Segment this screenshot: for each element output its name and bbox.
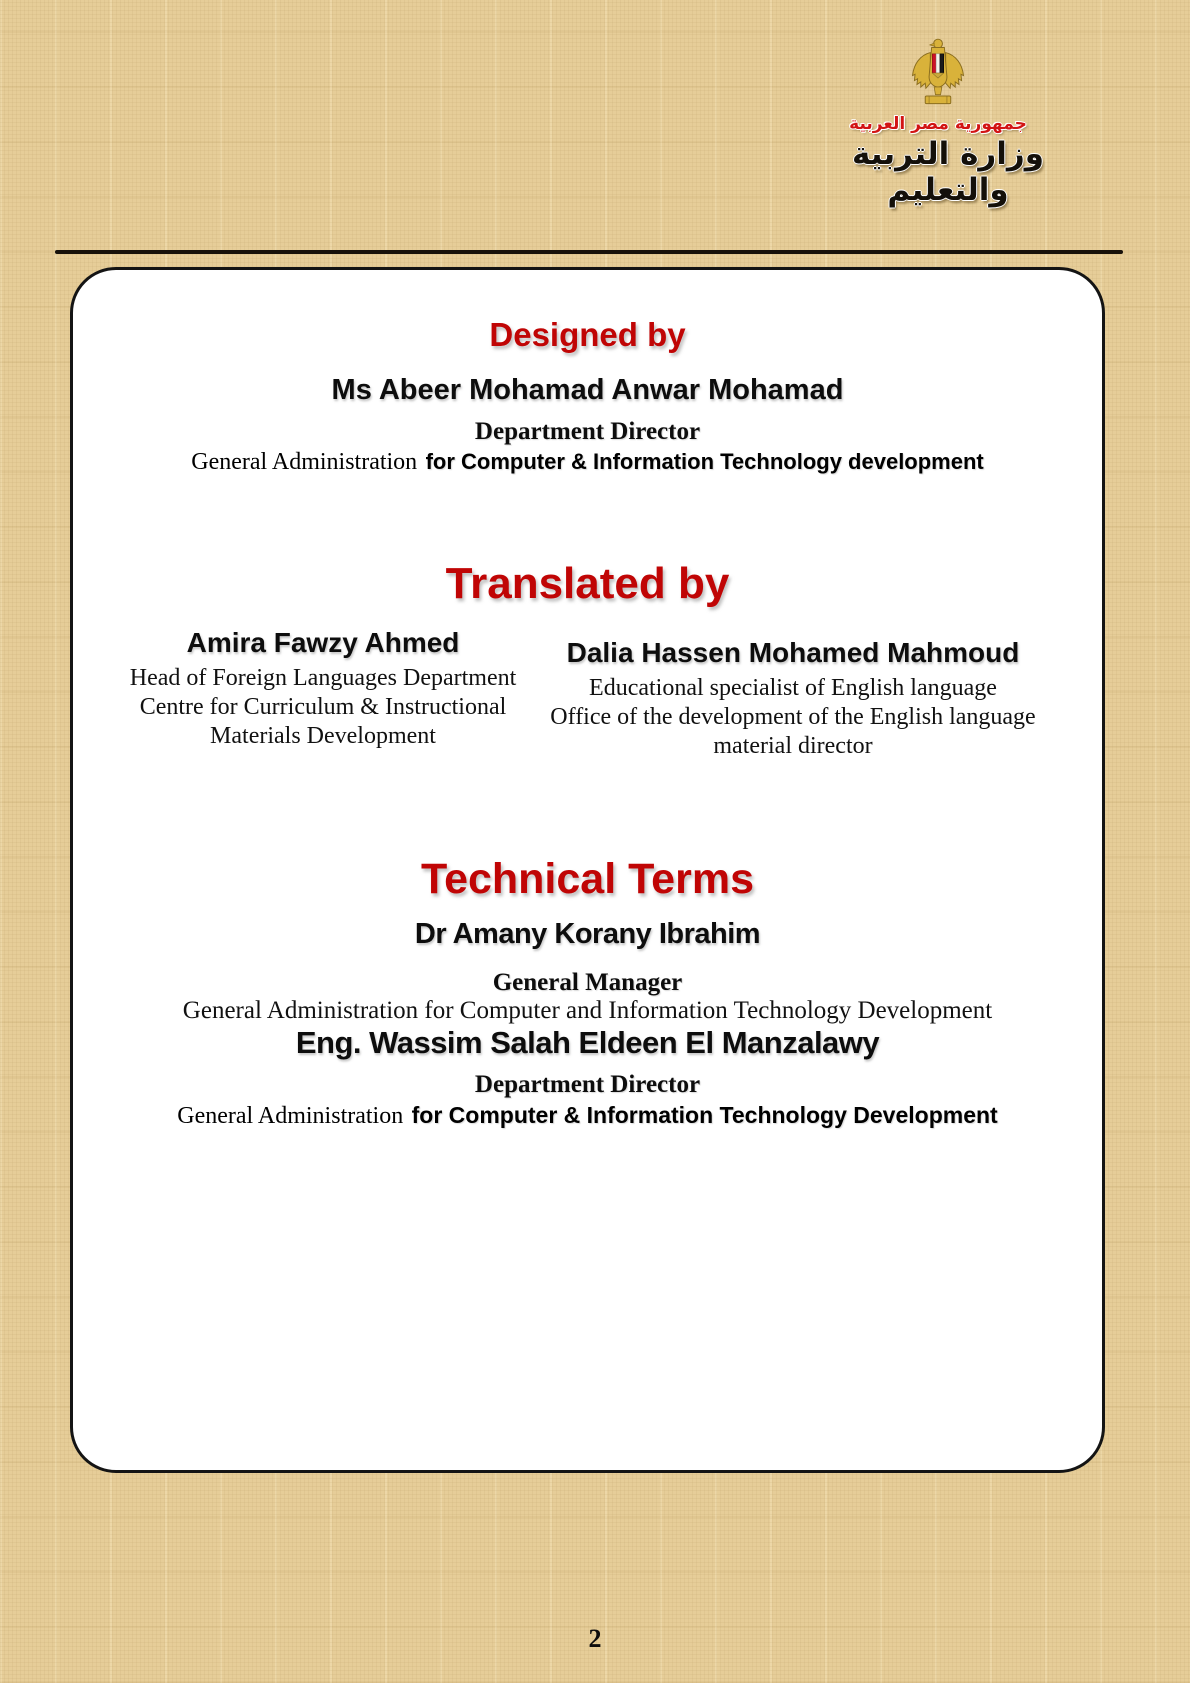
- logo-ministry-text: وزارة التربية والتعليم: [852, 136, 1044, 208]
- technical-person-organization: [73, 1102, 1102, 1130]
- translator-name: Dalia Hassen Mohamed Mahmoud: [566, 637, 1020, 668]
- technical-org-rest: for Computer & Information Technology Development: [411, 1102, 998, 1128]
- translated-by-heading: Translated by: [445, 559, 730, 608]
- egypt-eagle-icon: [906, 36, 970, 110]
- technical-person-title: Department Director: [474, 1071, 701, 1098]
- translator-left: [113, 627, 533, 750]
- designer-org-rest: for Computer & Information Technology development: [425, 449, 984, 474]
- designer-org-prefix: General Administration: [191, 449, 418, 475]
- technical-person-organization: General Administration for Computer and Information Technology Development: [182, 997, 993, 1024]
- technical-terms-heading: Technical Terms: [421, 855, 754, 903]
- ministry-logo: [770, 36, 1070, 208]
- page-number: 2: [588, 1624, 602, 1653]
- designed-by-heading: Designed by: [489, 316, 686, 353]
- logo-country-text: جمهورية مصر العربية: [849, 114, 1027, 134]
- content-card: [70, 267, 1105, 1473]
- translator-role-line: Educational specialist of English language: [589, 675, 997, 701]
- translator-right: [513, 627, 1073, 760]
- technical-person-name: Eng. Wassim Salah Eldeen El Manzalawy: [295, 1025, 880, 1060]
- header-divider: [55, 250, 1123, 254]
- technical-person-name: Dr Amany Korany Ibrahim: [414, 918, 761, 950]
- designer-name: Ms Abeer Mohamad Anwar Mohamad: [331, 374, 844, 406]
- translator-role-line: Office of the development of the English language: [550, 704, 1036, 730]
- designer-title: Department Director: [474, 418, 701, 445]
- translator-role-line: Materials Development: [210, 723, 436, 749]
- translator-role-line: Head of Foreign Languages Department: [129, 665, 517, 691]
- designer-organization: [73, 449, 1102, 476]
- technical-person-title: General Manager: [492, 969, 683, 996]
- technical-org-prefix: General Administration: [177, 1103, 404, 1129]
- translator-role-line: material director: [713, 733, 873, 759]
- translator-role-line: Centre for Curriculum & Instructional: [139, 694, 507, 720]
- translator-name: Amira Fawzy Ahmed: [186, 627, 460, 658]
